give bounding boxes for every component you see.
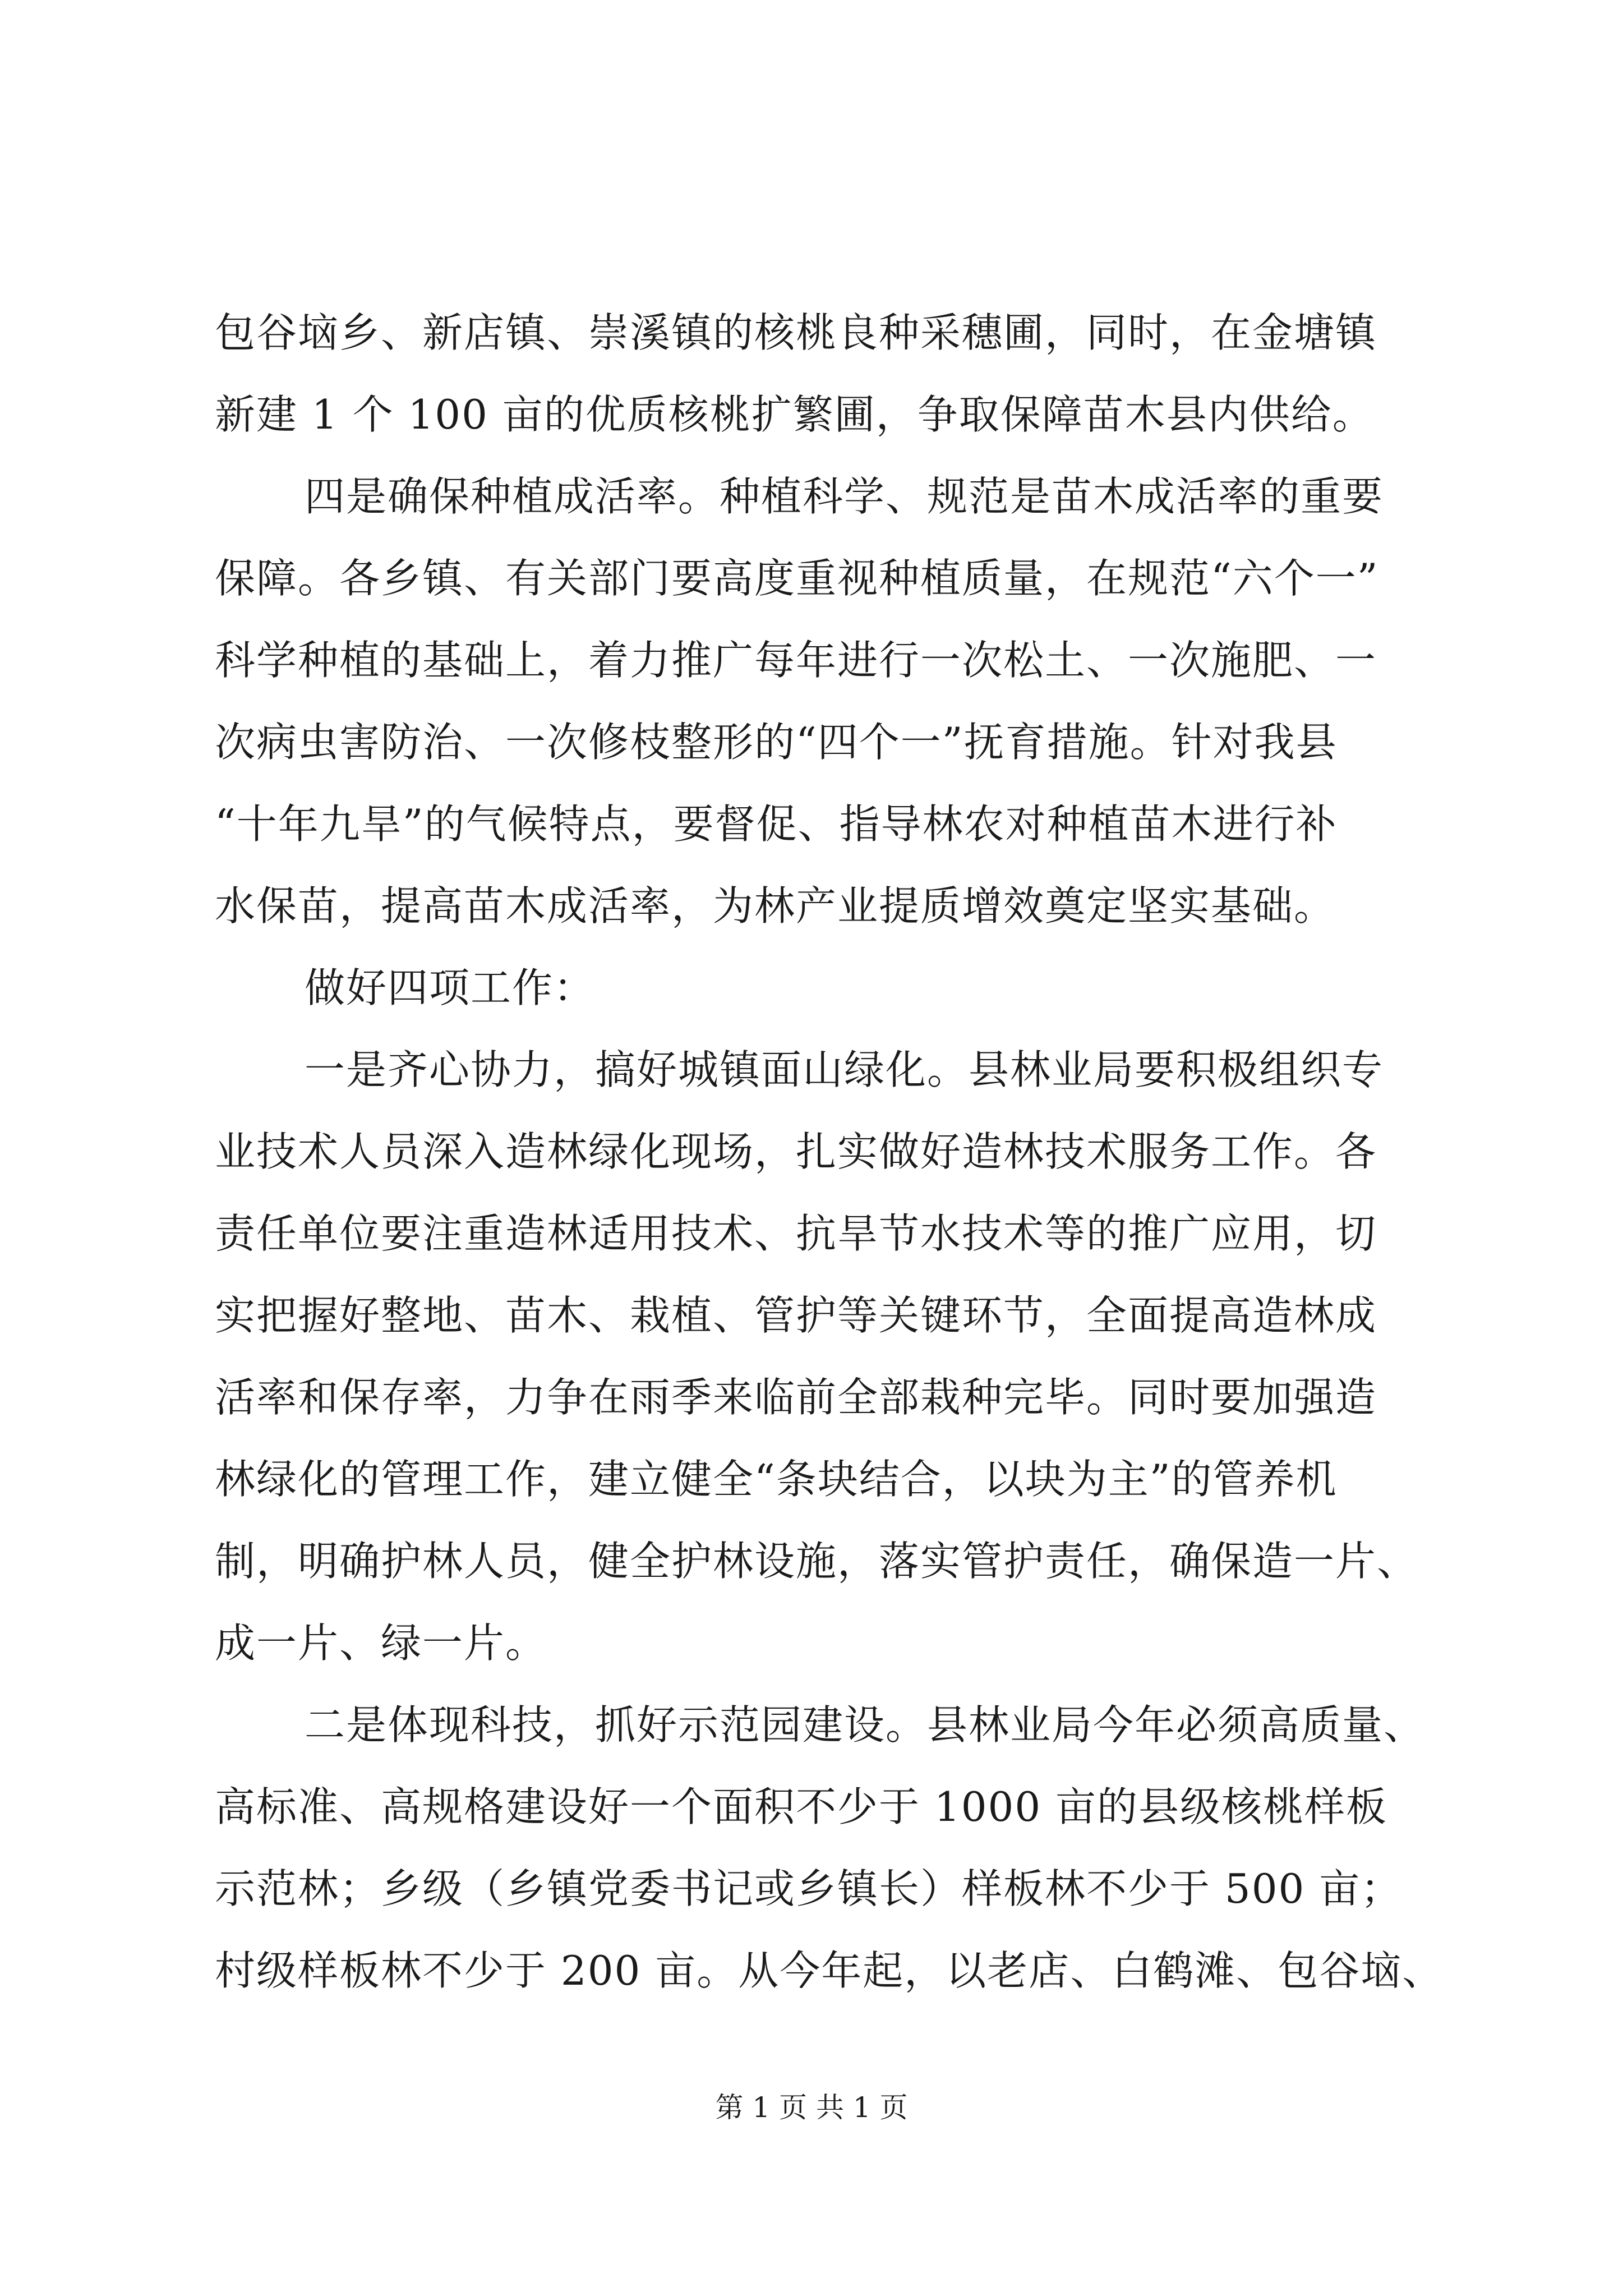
text-line: 新建 1 个 100 亩的优质核桃扩繁圃，争取保障苗木县内供给。 bbox=[215, 391, 1374, 438]
text-line: 包谷垴乡、新店镇、崇溪镇的核桃良种采穗圃，同时，在金塘镇 bbox=[215, 309, 1377, 356]
text-line: 村级样板林不少于 200 亩。从今年起，以老店、白鹤滩、包谷垴、 bbox=[215, 1947, 1444, 1994]
text-line: 保障。各乡镇、有关部门要高度重视种植质量，在规范“六个一” bbox=[215, 555, 1379, 602]
text-line: “十年九旱”的气候特点，要督促、指导林农对种植苗木进行补 bbox=[215, 800, 1338, 848]
page-footer: 第 1 页 共 1 页 bbox=[715, 2091, 908, 2124]
text-line: 四是确保种植成活率。种植科学、规范是苗木成活率的重要 bbox=[305, 473, 1384, 520]
text-line: 实把握好整地、苗木、栽植、管护等关键环节，全面提高造林成 bbox=[215, 1292, 1377, 1339]
text-line: 做好四项工作： bbox=[305, 964, 596, 1011]
text-line: 责任单位要注重造林适用技术、抗旱节水技术等的推广应用，切 bbox=[215, 1210, 1377, 1257]
text-line: 林绿化的管理工作，建立健全“条块结合，以块为主”的管养机 bbox=[215, 1456, 1338, 1503]
text-line: 制，明确护林人员，健全护林设施，落实管护责任，确保造一片、 bbox=[215, 1538, 1419, 1585]
text-line: 科学种植的基础上，着力推广每年进行一次松土、一次施肥、一 bbox=[215, 637, 1377, 684]
text-line: 二是体现科技，抓好示范园建设。县林业局今年必须高质量、 bbox=[305, 1701, 1426, 1749]
text-line: 成一片、绿一片。 bbox=[215, 1619, 547, 1667]
text-line: 水保苗，提高苗木成活率，为林产业提质增效奠定坚实基础。 bbox=[215, 882, 1336, 930]
text-line: 示范林；乡级（乡镇党委书记或乡镇长）样板林不少于 500 亩； bbox=[215, 1865, 1403, 1912]
text-line: 次病虫害防治、一次修枝整形的“四个一”抚育措施。针对我县 bbox=[215, 719, 1338, 766]
body-text bbox=[215, 292, 1444, 2012]
text-line: 活率和保存率，力争在雨季来临前全部栽种完毕。同时要加强造 bbox=[215, 1374, 1377, 1421]
text-line: 高标准、高规格建设好一个面积不少于 1000 亩的县级核桃样板 bbox=[215, 1783, 1388, 1830]
text-line: 业技术人员深入造林绿化现场，扎实做好造林技术服务工作。各 bbox=[215, 1128, 1377, 1175]
text-line: 一是齐心协力，搞好城镇面山绿化。县林业局要积极组织专 bbox=[305, 1046, 1384, 1093]
